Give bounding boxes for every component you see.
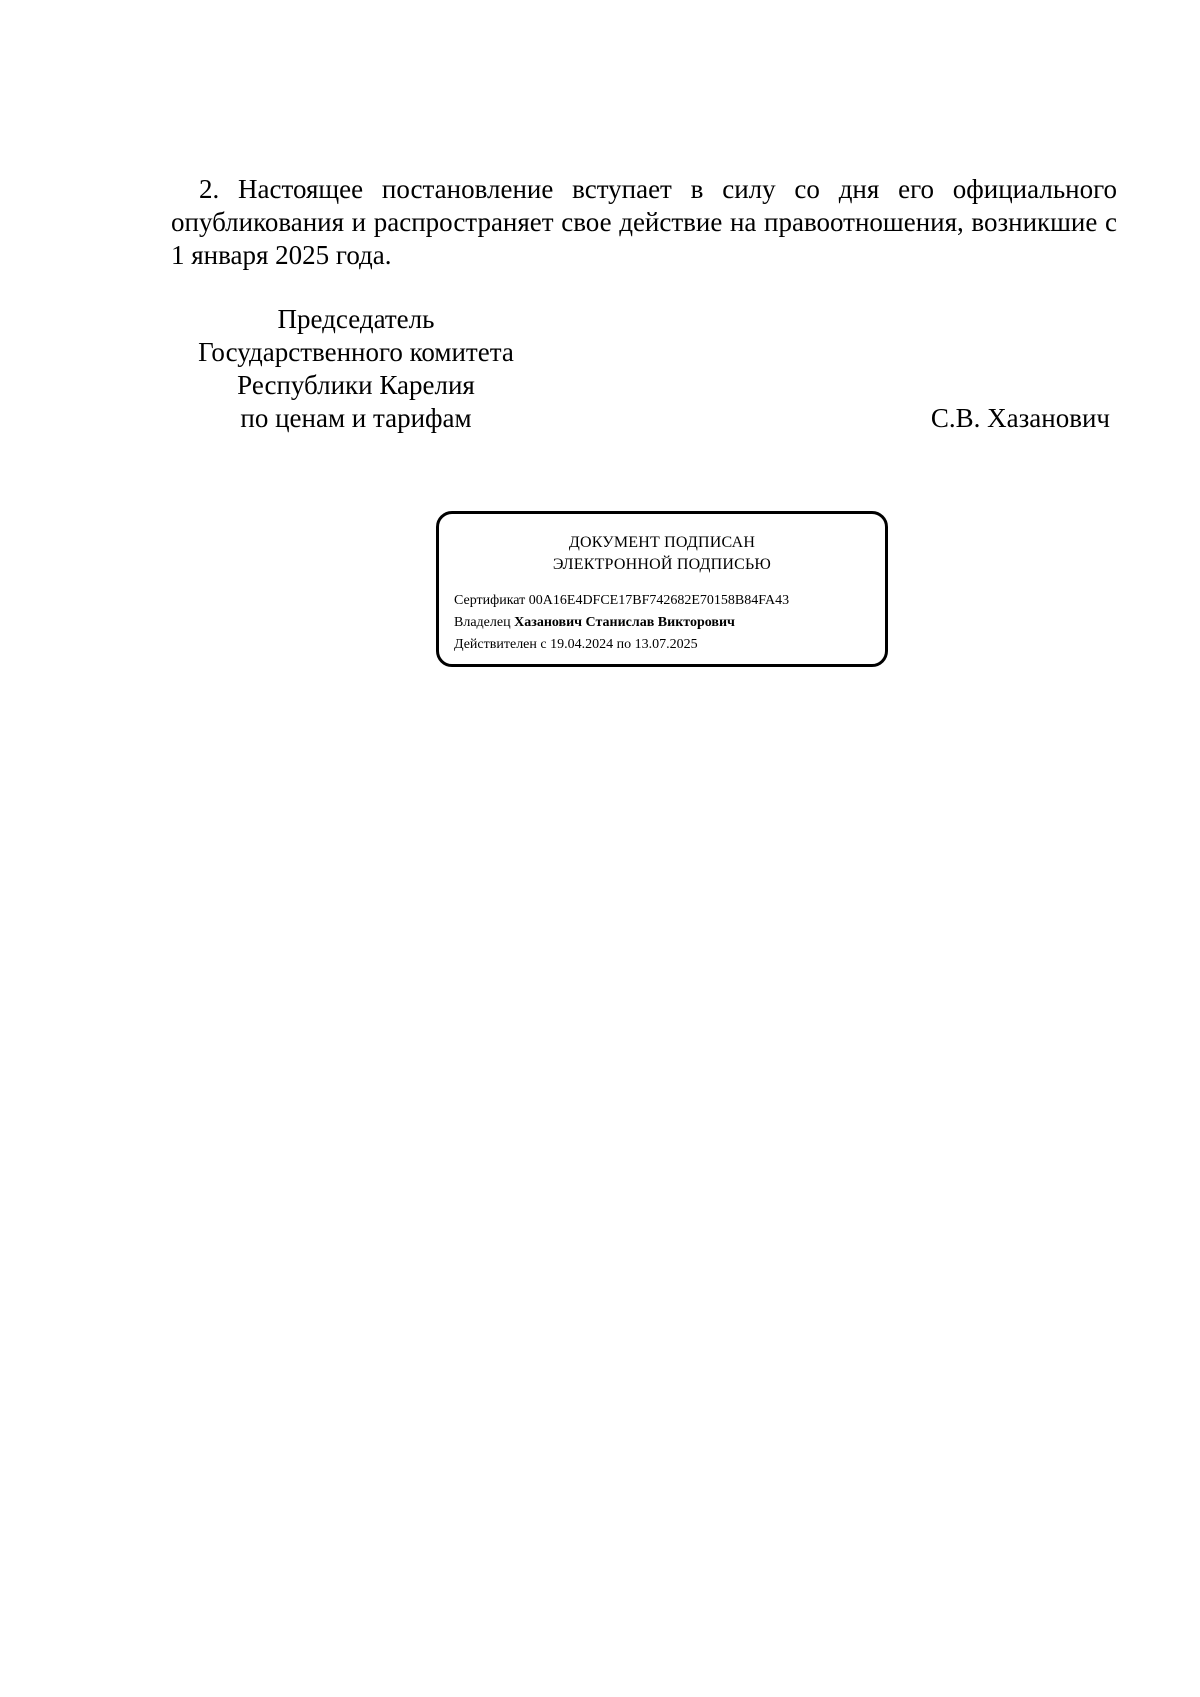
certificate-value: 00A16E4DFCE17BF742682E70158B84FA43 (528, 593, 790, 608)
position-line-2: Государственного комитета (198, 337, 514, 367)
stamp-title (439, 532, 885, 576)
certificate-line (454, 590, 789, 612)
owner-label: Владелец (454, 615, 511, 630)
stamp-details (454, 590, 789, 656)
valid-label: Действителен с (454, 637, 547, 652)
position-line-3: Республики Карелия (237, 370, 475, 400)
owner-line (454, 612, 789, 634)
signer-name: С.В. Хазанович (930, 403, 1110, 433)
valid-to: 13.07.2025 (634, 637, 698, 652)
signatory-position (171, 303, 541, 435)
valid-from: 19.04.2024 (550, 637, 614, 652)
valid-to-label: по (616, 637, 632, 652)
stamp-title-line-2: ЭЛЕКТРОННОЙ ПОДПИСЬЮ (552, 556, 772, 573)
resolution-paragraph: 2. Настоящее постановление вступает в силу со дня его официального опубликования и распространяет свое действие на правоотношения, возникшие с 1 января 2025 года. (171, 174, 1117, 270)
owner-value: Хазанович Станислав Викторович (514, 615, 735, 630)
stamp-title-line-1: ДОКУМЕНТ ПОДПИСАН (568, 534, 756, 551)
position-line-1: Председатель (277, 304, 435, 334)
validity-line (454, 634, 789, 656)
e-signature-stamp (436, 511, 888, 667)
certificate-label: Сертификат (454, 593, 526, 608)
position-line-4: по ценам и тарифам (240, 403, 472, 433)
